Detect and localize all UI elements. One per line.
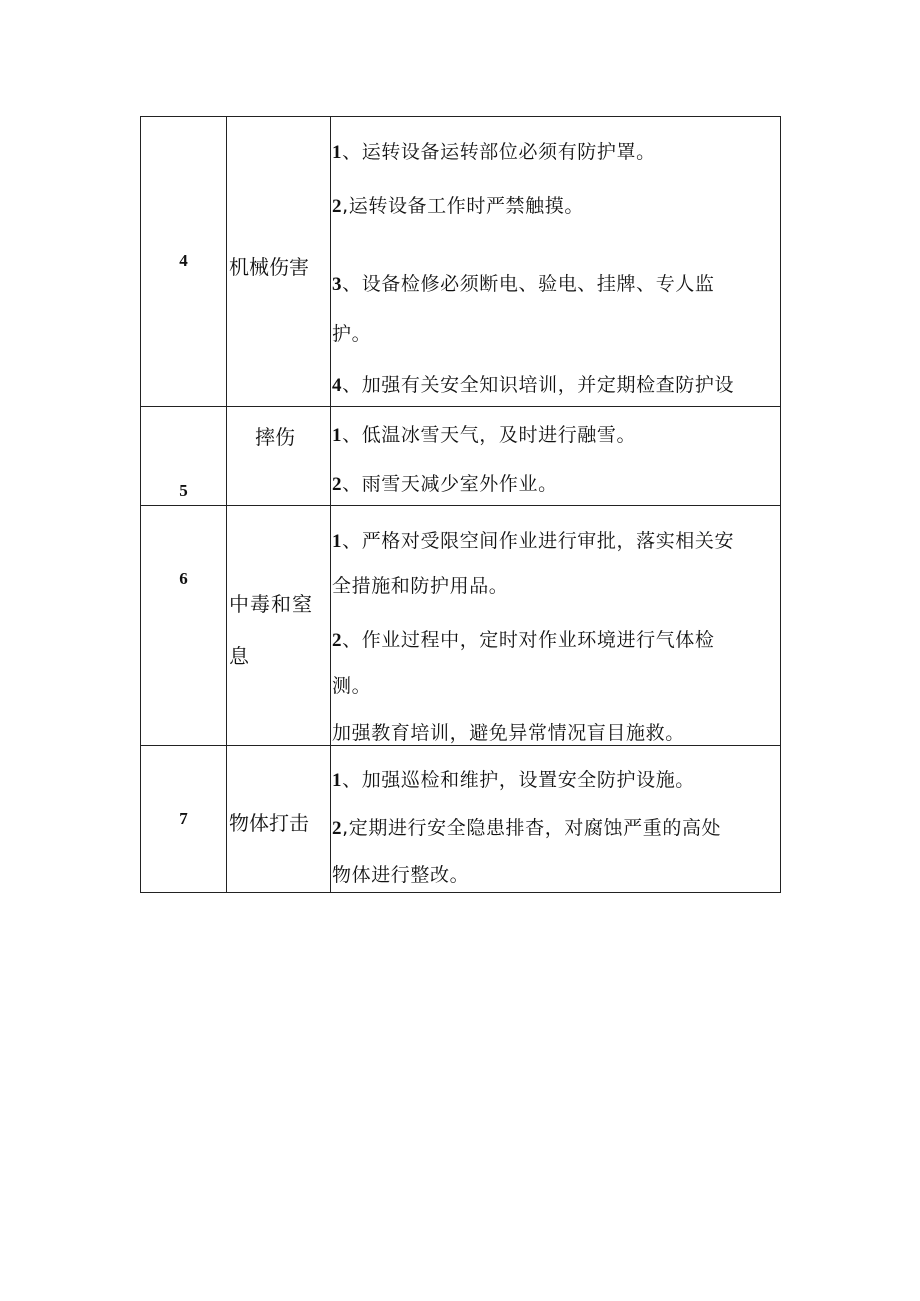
hazard-type-cell bbox=[227, 117, 331, 407]
measure-line: 1、加强巡检和维护，设置安全防护设施。 bbox=[332, 769, 695, 791]
measure-line: 全措施和防护用品。 bbox=[332, 575, 509, 597]
measure-number: 1 bbox=[332, 531, 343, 552]
measure-number: 2 bbox=[332, 196, 343, 217]
row-number-cell bbox=[141, 117, 227, 407]
hazard-type-cell bbox=[227, 407, 331, 506]
row-number-cell bbox=[141, 746, 227, 893]
hazard-type: 摔伤 bbox=[255, 425, 295, 449]
measures-cell bbox=[331, 117, 781, 407]
measure-number: 2 bbox=[332, 630, 343, 651]
measure-number: 3 bbox=[332, 274, 343, 295]
measure-line: 3、设备检修必须断电、验电、挂牌、专人监 bbox=[332, 273, 715, 295]
hazard-type-line: 息 bbox=[229, 644, 249, 668]
hazard-type-cell bbox=[227, 506, 331, 746]
table-row bbox=[141, 506, 781, 746]
measure-line: 物体进行整改。 bbox=[332, 864, 470, 886]
hazard-type: 物体打击 bbox=[229, 811, 309, 835]
measure-line: 1、运转设备运转部位必须有防护罩。 bbox=[332, 141, 656, 163]
table-row bbox=[141, 407, 781, 506]
measures-cell bbox=[331, 407, 781, 506]
hazard-type-line: 中毒和窒 bbox=[229, 592, 313, 616]
measure-number: 4 bbox=[332, 375, 343, 396]
measures-cell bbox=[331, 506, 781, 746]
hazard-type: 机械伤害 bbox=[229, 255, 309, 279]
row-number: 7 bbox=[179, 809, 188, 828]
row-number-cell bbox=[141, 506, 227, 746]
measure-line: 1、低温冰雪天气，及时进行融雪。 bbox=[332, 424, 637, 446]
hazard-measures-table bbox=[140, 116, 781, 893]
table-row bbox=[141, 117, 781, 407]
measure-line: 2,定期进行安全隐患排杳，对腐蚀严重的高处 bbox=[332, 817, 722, 839]
measure-number: 1 bbox=[332, 425, 343, 446]
measure-line: 2,运转设备工作时严禁触摸。 bbox=[332, 195, 584, 217]
hazard-type-cell bbox=[227, 746, 331, 893]
row-number-cell bbox=[141, 407, 227, 506]
measure-number: 1 bbox=[332, 142, 343, 163]
measure-line: 加强教育培训，避免异常情况盲目施救。 bbox=[332, 722, 685, 744]
row-number: 6 bbox=[179, 569, 188, 588]
measure-line: 4、加强有关安全知识培训，并定期检查防护设 bbox=[332, 374, 735, 396]
measure-number: 2 bbox=[332, 474, 343, 495]
row-number: 5 bbox=[179, 481, 188, 500]
measures-cell bbox=[331, 746, 781, 893]
measure-line: 测。 bbox=[332, 675, 372, 697]
measure-line: 护。 bbox=[332, 323, 372, 345]
measure-number: 1 bbox=[332, 770, 343, 791]
table-row bbox=[141, 746, 781, 893]
measure-line: 2、雨雪天减少室外作业。 bbox=[332, 473, 558, 495]
measure-line: 2、作业过程中，定时对作业环境进行气体检 bbox=[332, 629, 715, 651]
measure-line: 1、严格对受限空间作业进行审批，落实相关安 bbox=[332, 530, 735, 552]
measure-number: 2 bbox=[332, 818, 343, 839]
row-number: 4 bbox=[179, 251, 188, 270]
